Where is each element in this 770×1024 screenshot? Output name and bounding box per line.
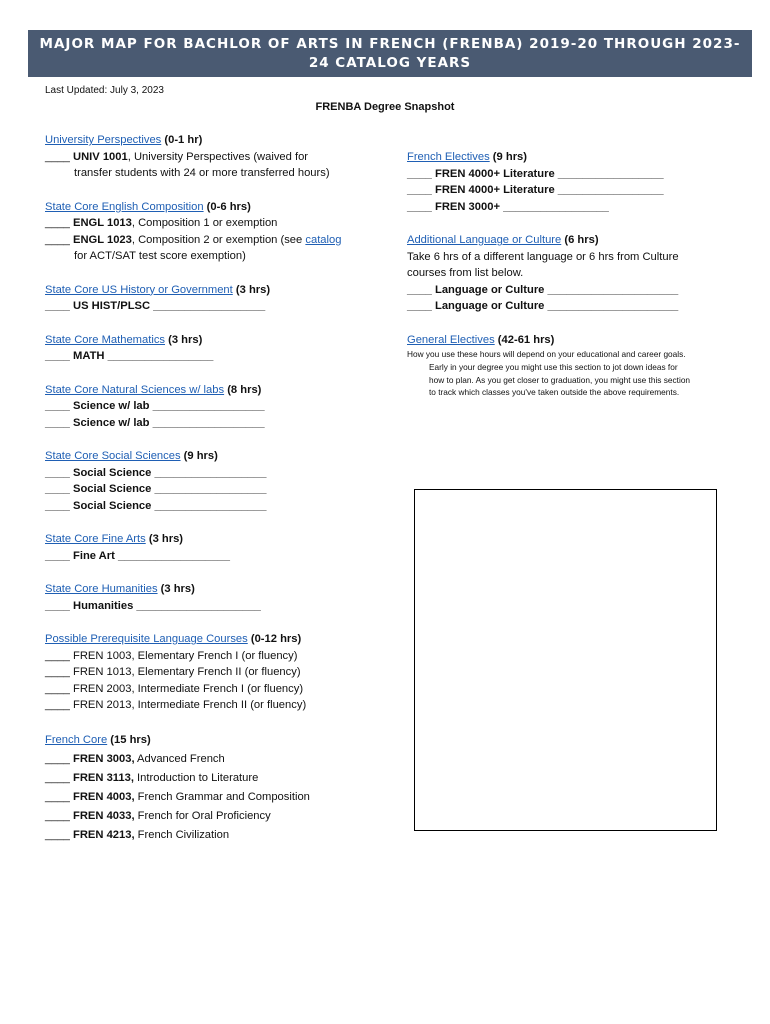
section-hours: (3 hrs) — [145, 533, 184, 545]
course-code: FREN 4033, — [73, 809, 135, 822]
blank: ____ — [45, 809, 73, 822]
blank: ____ — [45, 233, 73, 246]
section-humanities — [45, 581, 390, 614]
course-code: FREN 3113, — [73, 771, 134, 784]
section-hours: (0-6 hrs) — [203, 200, 251, 213]
section-hours: (0-12 hrs) — [247, 633, 302, 645]
section-hours: (3 hrs) — [165, 333, 203, 346]
section-general-electives — [407, 332, 737, 400]
requirement-line: ____ MATH _________________ — [45, 350, 214, 362]
catalog-link[interactable]: catalog — [305, 233, 342, 246]
course-desc: , Composition 2 or exemption (see — [131, 233, 306, 246]
section-hours: (3 hrs) — [232, 283, 271, 296]
blank: ____ — [45, 771, 73, 784]
requirement-line: ____ FREN 1003, Elementary French I (or fluency) — [45, 649, 298, 662]
course-desc: Introduction to Literature — [133, 771, 259, 784]
requirement-line: ____ FREN 2003, Intermediate French I (or fluency) — [45, 682, 304, 695]
right-column — [407, 149, 737, 416]
blank: ____ — [45, 217, 73, 229]
section-french-core — [45, 731, 390, 845]
us-history-link[interactable]: State Core US History or Government — [45, 283, 233, 296]
course-desc-cont: for ACT/SAT test score exemption) — [74, 250, 246, 262]
core-course — [45, 826, 390, 845]
section-natural-sciences — [45, 382, 390, 432]
course-code: FREN 3003, — [73, 752, 135, 765]
instruction-text: courses from list below. — [407, 267, 524, 279]
blank: ____ — [45, 828, 73, 841]
requirement-line: ____ Science w/ lab __________________ — [45, 400, 265, 412]
requirement-line: ____ Language or Culture _____________________ — [407, 283, 679, 296]
course-code: UNIV 1001 — [73, 150, 128, 163]
note-text: Early in your degree you might use this section to jot down ideas for — [429, 361, 678, 372]
general-electives-link[interactable]: General Electives — [407, 333, 495, 346]
course-code: ENGL 1023 — [73, 233, 132, 246]
requirement-line: ____ FREN 4000+ Literature _________________ — [407, 184, 664, 196]
humanities-link[interactable]: State Core Humanities — [45, 583, 158, 595]
course-desc: French Civilization — [134, 828, 230, 841]
prerequisite-courses-link[interactable]: Possible Prerequisite Language Courses — [45, 633, 248, 645]
section-math — [45, 332, 390, 365]
section-hours: (9 hrs) — [180, 450, 218, 462]
course-code: FREN 4003, — [73, 790, 135, 803]
requirement-line: ____ Social Science __________________ — [45, 466, 267, 479]
requirement-line: ____ FREN 4000+ Literature _________________ — [407, 167, 664, 180]
course-desc: Advanced French — [134, 752, 225, 765]
last-updated: Last Updated: July 3, 2023 — [45, 85, 164, 96]
requirement-line: ____ Fine Art __________________ — [45, 549, 230, 562]
section-additional-language — [407, 232, 737, 315]
requirement-line: ____ FREN 3000+ _________________ — [407, 200, 609, 213]
course-code: ENGL 1013 — [73, 217, 132, 229]
course-desc: , University Perspectives (waived for — [127, 150, 309, 163]
section-hours: (0-1 hr) — [161, 134, 203, 146]
section-hours: (9 hrs) — [489, 151, 528, 163]
page-title-line-1: MAJOR MAP FOR BACHLOR OF ARTS IN FRENCH (FRENBA) 2019-20 THROUGH 2023- — [39, 36, 741, 52]
core-course — [45, 750, 390, 769]
section-fine-arts — [45, 531, 390, 564]
section-hours: (15 hrs) — [107, 733, 151, 746]
french-core-link[interactable]: French Core — [45, 733, 108, 746]
english-composition-link[interactable]: State Core English Composition — [45, 200, 204, 213]
mathematics-link[interactable]: State Core Mathematics — [45, 333, 166, 346]
requirement-line: ____ FREN 2013, Intermediate French II (or fluency) — [45, 699, 307, 711]
left-column — [45, 132, 390, 862]
requirement-line: ____ Science w/ lab __________________ — [45, 416, 265, 429]
core-course — [45, 788, 390, 807]
requirement-line: ____ Language or Culture _____________________ — [407, 300, 679, 312]
section-english — [45, 199, 390, 265]
section-hours: (42-61 hrs) — [494, 333, 555, 346]
course-desc: , Composition 1 or exemption — [131, 217, 278, 229]
section-hours: (8 hrs) — [224, 383, 262, 396]
natural-sciences-link[interactable]: State Core Natural Sciences w/ labs — [45, 383, 225, 396]
section-history — [45, 282, 390, 315]
course-desc: French Grammar and Composition — [134, 790, 310, 803]
section-social-sciences — [45, 448, 390, 514]
note-text: to track which classes you've taken outside the above requirements. — [429, 387, 680, 398]
additional-language-link[interactable]: Additional Language or Culture — [407, 234, 562, 246]
note-text: How you use these hours will depend on your educational and career goals. — [407, 349, 686, 359]
section-french-electives — [407, 149, 737, 215]
fine-arts-link[interactable]: State Core Fine Arts — [45, 533, 146, 545]
blank: ____ — [45, 752, 73, 765]
requirement-line: ____ Social Science __________________ — [45, 499, 267, 512]
course-desc: French for Oral Proficiency — [134, 809, 271, 822]
notes-box[interactable] — [414, 489, 717, 831]
course-code: FREN 4213, — [73, 828, 135, 841]
requirement-line: ____ Humanities ____________________ — [45, 599, 261, 612]
core-course — [45, 807, 390, 826]
page-title-line-2: 24 CATALOG YEARS — [308, 55, 472, 71]
section-prerequisites — [45, 631, 390, 714]
degree-snapshot-heading: FRENBA Degree Snapshot — [315, 101, 455, 113]
french-electives-link[interactable]: French Electives — [407, 151, 490, 163]
social-sciences-link[interactable]: State Core Social Sciences — [45, 450, 181, 462]
page-title-banner — [28, 30, 752, 77]
university-perspectives-link[interactable]: University Perspectives — [45, 134, 162, 146]
requirement-line: ____ Social Science __________________ — [45, 483, 267, 495]
blank: ____ — [45, 790, 73, 803]
section-university-perspectives — [45, 132, 390, 182]
section-hours: (6 hrs) — [561, 234, 599, 246]
instruction-text: Take 6 hrs of a different language or 6 hrs from Culture — [407, 250, 679, 263]
section-hours: (3 hrs) — [157, 583, 195, 595]
core-course — [45, 769, 390, 788]
course-desc-cont: transfer students with 24 or more transferred hours) — [74, 167, 330, 179]
blank: ____ — [45, 150, 73, 163]
requirement-line: ____ FREN 1013, Elementary French II (or fluency) — [45, 666, 301, 678]
requirement-line: ____ US HIST/PLSC __________________ — [45, 300, 266, 312]
note-text: how to plan. As you get closer to graduation, you might use this section — [429, 374, 691, 385]
